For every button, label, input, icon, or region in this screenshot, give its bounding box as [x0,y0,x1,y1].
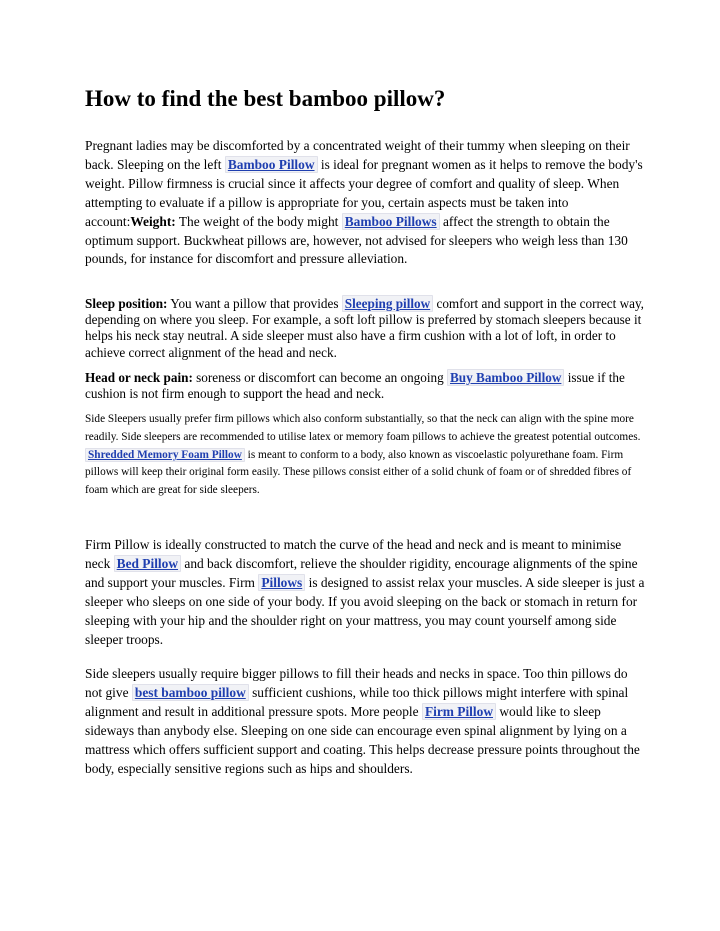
weight-label: Weight: [130,213,176,229]
best-bamboo-pillow-link[interactable]: best bamboo pillow [132,684,249,701]
bed-pillow-link[interactable]: Bed Pillow [114,555,181,572]
bamboo-pillow-link[interactable]: Bamboo Pillow [225,156,318,173]
paragraph-firm-pillow [85,536,645,649]
bamboo-pillows-link[interactable]: Bamboo Pillows [342,213,440,230]
text: comfort and support in the correct way, depending on where you sleep. For example, a soft loft pillow is preferred by stomach sleepers because it helps his neck stay neutral. A side sleeper must also have a firm cushion with a lot of loft, in order to achieve correct alignment of the head and neck. [85,296,644,360]
pillows-link[interactable]: Pillows [258,574,305,591]
text: Side Sleepers usually prefer firm pillows which also conform substantially, so that the neck can align with the spine more readily. Side sleepers are recommended to utilise latex or memory foam pillows to achieve the greatest potential outcomes. [85,413,641,443]
paragraph-sleep-position [85,296,645,361]
text: is designed to assist relax your muscles. A side sleeper is just a sleeper who sleeps on one side of your body. If you avoid sleeping on the back or stomach in return for sleeping with your hip and the shoulder right on your mattress, you may count yourself among side sleeper troops. [85,574,645,647]
sleep-position-label: Sleep position: [85,296,168,311]
text: soreness or discomfort can become an ongoing [192,370,447,385]
text: affect the strength to obtain the optimum support. Buckwheat pillows are, however, not advised for sleepers who weigh less than 130 pounds, for instance for discomfort and pressure alleviation. [85,213,628,267]
text: You want a pillow that provides [167,296,342,311]
text: Firm Pillow is ideally constructed to match the curve of the head and neck and is meant to minimise neck [85,537,622,571]
text: and back discomfort, relieve the shoulder rigidity, encourage alignments of the spine and support your muscles. Firm [85,555,638,590]
firm-pillow-link[interactable]: Firm Pillow [422,703,496,720]
buy-bamboo-pillow-link[interactable]: Buy Bamboo Pillow [447,369,564,386]
paragraph-head-neck-pain [85,370,645,402]
text: The weight of the body might [175,213,342,229]
text: issue if the cushion is not firm enough to support the head and neck. [85,370,625,402]
paragraph-side-sleepers [85,411,645,500]
text: is ideal for pregnant women as it helps to remove the body's weight. Pillow firmness is crucial since it affects your degree of comfort and quality of sleep. When attempting to evaluate if a pillow is appropriate for you, certain aspects must be taken into account: [85,156,643,229]
text: would like to sleep sideways than anybody else. Sleeping on one side can encourage even spinal alignment by lying on a mattress which offers sufficient support and coating. This helps decrease pressure points throughout the body, especially sensitive regions such as hips and shoulders. [85,703,640,776]
page-title: How to find the best bamboo pillow? [85,86,446,111]
sleeping-pillow-link[interactable]: Sleeping pillow [342,295,433,312]
text: Side sleepers usually require bigger pillows to fill their heads and necks in space. Too thin pillows do not give [85,666,628,700]
text: Pregnant ladies may be discomforted by a concentrated weight of their tummy when sleeping on their back. Sleeping on the left [85,138,630,172]
paragraph-pregnant-ladies [85,137,645,269]
paragraph-bigger-pillows [85,665,645,778]
shredded-memory-foam-pillow-link[interactable]: Shredded Memory Foam Pillow [85,448,245,462]
text: is meant to conform to a body, also known as viscoelastic polyurethane foam. Firm pillows will keep their original form easily. These pillows consist either of a solid chunk of foam or of shredded fibres of foam which are great for side sleepers. [85,448,632,497]
head-neck-pain-label: Head or neck pain: [85,370,193,385]
text: sufficient cushions, while too thick pillows might interfere with spinal alignment and result in additional pressure spots. More people [85,684,629,719]
